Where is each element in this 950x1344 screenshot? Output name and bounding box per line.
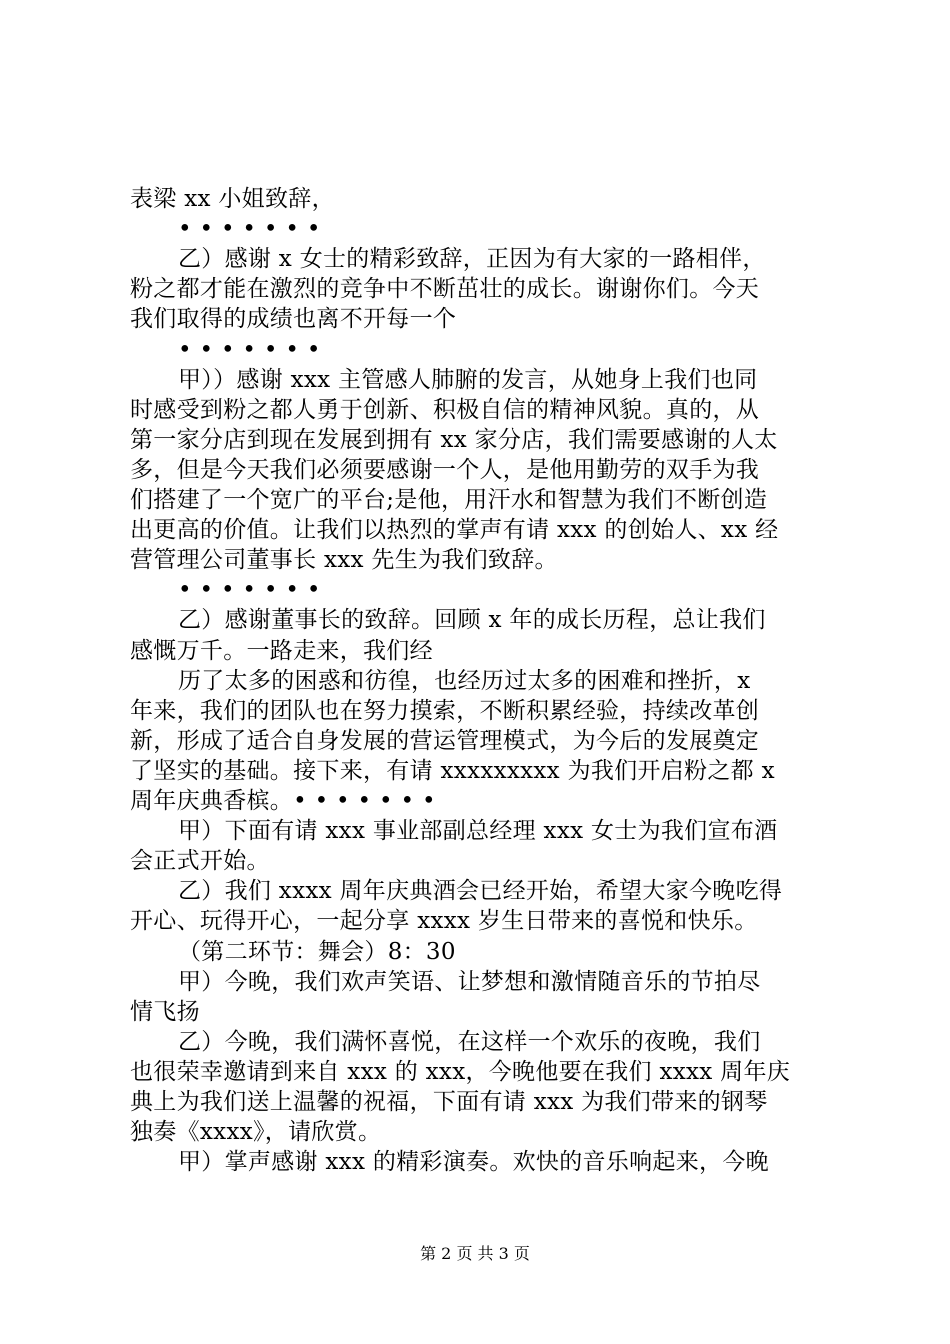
text-line-content: 时感受到粉之都人勇于创新、积极自信的精神风貌。真的，从	[130, 397, 760, 423]
text-line-content: 年来，我们的团队也在努力摸索，不断积累经验，持续改革创	[130, 698, 760, 724]
text-line-content: 独奏《xxxx》，请欣赏。	[130, 1119, 382, 1145]
text-line-content: 乙）我们 xxxx 周年庆典酒会已经开始，希望大家今晚吃得	[178, 878, 783, 904]
text-line-content: • • • • • • •	[178, 337, 321, 363]
text-line-content: 甲）今晚，我们欢声笑语、让梦想和激情随音乐的节拍尽	[178, 969, 761, 995]
text-line-content: 会正式开始。	[130, 848, 270, 874]
page-footer: 第 2 页 共 3 页	[420, 1244, 530, 1263]
text-line-content: 历了太多的困惑和彷徨，也经历过太多的困难和挫折，x	[178, 668, 751, 694]
text-line-content: 乙）感谢董事长的致辞。回顾 x 年的成长历程，总让我们	[178, 607, 766, 633]
text-line-content: 表梁 xx 小姐致辞，	[130, 186, 335, 212]
text-line-content: 开心、玩得开心，一起分享 xxxx 岁生日带来的喜悦和快乐。	[130, 908, 758, 934]
text-line-content: 们搭建了一个宽广的平台;是他，用汗水和智慧为我们不断创造	[130, 487, 768, 513]
text-line-content: 粉之都才能在激烈的竞争中不断茁壮的成长。谢谢你们。今天	[130, 276, 760, 302]
text-line-content: • • • • • • •	[178, 577, 321, 603]
text-line-content: 典上为我们送上温馨的祝福，下面有请 xxx 为我们带来的钢琴	[130, 1089, 768, 1115]
text-line-content: 出更高的价值。让我们以热烈的掌声有请 xxx 的创始人、xx 经	[130, 517, 779, 543]
text-line-content: 也很荣幸邀请到来自 xxx 的 xxx，今晚他要在我们 xxxx 周年庆	[130, 1059, 791, 1085]
text-line-content: 乙）感谢 x 女士的精彩致辞，正因为有大家的一路相伴，	[178, 246, 766, 272]
text-line-content: 第一家分店到现在发展到拥有 xx 家分店，我们需要感谢的人太	[130, 427, 778, 453]
text-line-content: 营管理公司董事长 xxx 先生为我们致辞。	[130, 547, 558, 573]
text-line-content: （第二环节：舞会）8：30	[178, 939, 456, 965]
text-line-content: 情飞扬	[130, 999, 200, 1025]
text-line-content: 甲）掌声感谢 xxx 的精彩演奏。欢快的音乐响起来，今晚	[178, 1149, 769, 1175]
text-line-content: 了坚实的基础。接下来，有请 xxxxxxxxx 为我们开启粉之都 x	[130, 758, 775, 784]
text-line-content: 乙）今晚，我们满怀喜悦，在这样一个欢乐的夜晚，我们	[178, 1029, 761, 1055]
text-line-content: 甲））感谢 xxx 主管感人肺腑的发言，从她身上我们也同	[178, 367, 758, 393]
text-line-content: 多，但是今天我们必须要感谢一个人，是他用勤劳的双手为我	[130, 457, 760, 483]
text-line-content: • • • • • • •	[178, 216, 321, 242]
text-line-content: 我们取得的成绩也离不开每一个	[130, 306, 457, 332]
text-line-content: 新，形成了适合自身发展的营运管理模式，为今后的发展奠定	[130, 728, 760, 754]
text-line-content: 感慨万千。一路走来，我们经	[130, 638, 433, 664]
text-line-content: 周年庆典香槟。• • • • • • •	[130, 788, 436, 814]
text-line-content: 甲）下面有请 xxx 事业部副总经理 xxx 女士为我们宣布酒	[178, 818, 778, 844]
